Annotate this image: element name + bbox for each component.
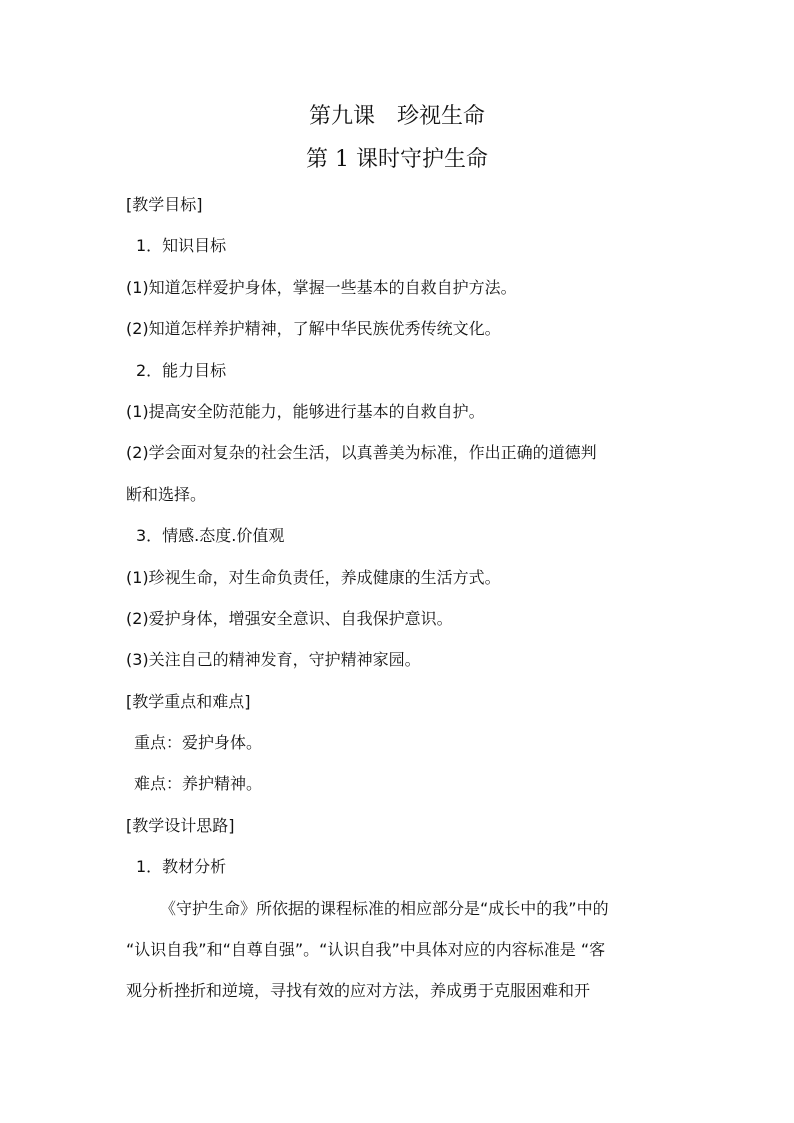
section-heading-design: [教学设计思路] (126, 815, 235, 835)
text-line: (2)知道怎样养护精神，了解中华民族优秀传统文化。 (126, 319, 501, 339)
paragraph-line: “认识自我”和“自尊自强”。“认识自我”中具体对应的内容标准是 “客 (126, 940, 606, 960)
text-line: (1)知道怎样爱护身体，掌握一些基本的自救自护方法。 (126, 277, 517, 297)
text-line: (1)提高安全防范能力，能够进行基本的自救自护。 (126, 401, 485, 421)
section-heading-objectives: [教学目标] (126, 195, 203, 214)
lesson-title: 第九课 珍视生命 (308, 104, 485, 129)
subheading-ability: 2．能力目标 (136, 360, 227, 380)
text-line: (3)关注自己的精神发育，守护精神家园。 (126, 650, 421, 670)
key-point-line: 重点：爱护身体。 (134, 733, 263, 753)
text-line: (1)珍视生命，对生命负责任，养成健康的生活方式。 (126, 567, 501, 587)
paragraph-line: 观分析挫折和逆境，寻找有效的应对方法，养成勇于克服困难和开 (126, 981, 591, 1001)
text-line: (2)学会面对复杂的社会生活，以真善美为标准，作出正确的道德判 (126, 443, 597, 463)
document-body (126, 184, 686, 1012)
subheading-attitude: 3．情感.态度.价值观 (136, 526, 285, 546)
subheading-textbook-analysis: 1．教材分析 (136, 857, 227, 877)
text-line: (2)爱护身体，增强安全意识、自我保护意识。 (126, 608, 453, 628)
subheading-knowledge: 1．知识目标 (136, 236, 227, 256)
period-title: 第 1 课时守护生命 (306, 147, 488, 172)
difficulty-line: 难点：养护精神。 (134, 774, 263, 794)
paragraph-line: 《守护生命》所依据的课程标准的相应部分是“成长中的我”中的 (160, 898, 609, 918)
text-line: 断和选择。 (126, 484, 207, 504)
section-heading-key-points: [教学重点和难点] (126, 691, 251, 711)
